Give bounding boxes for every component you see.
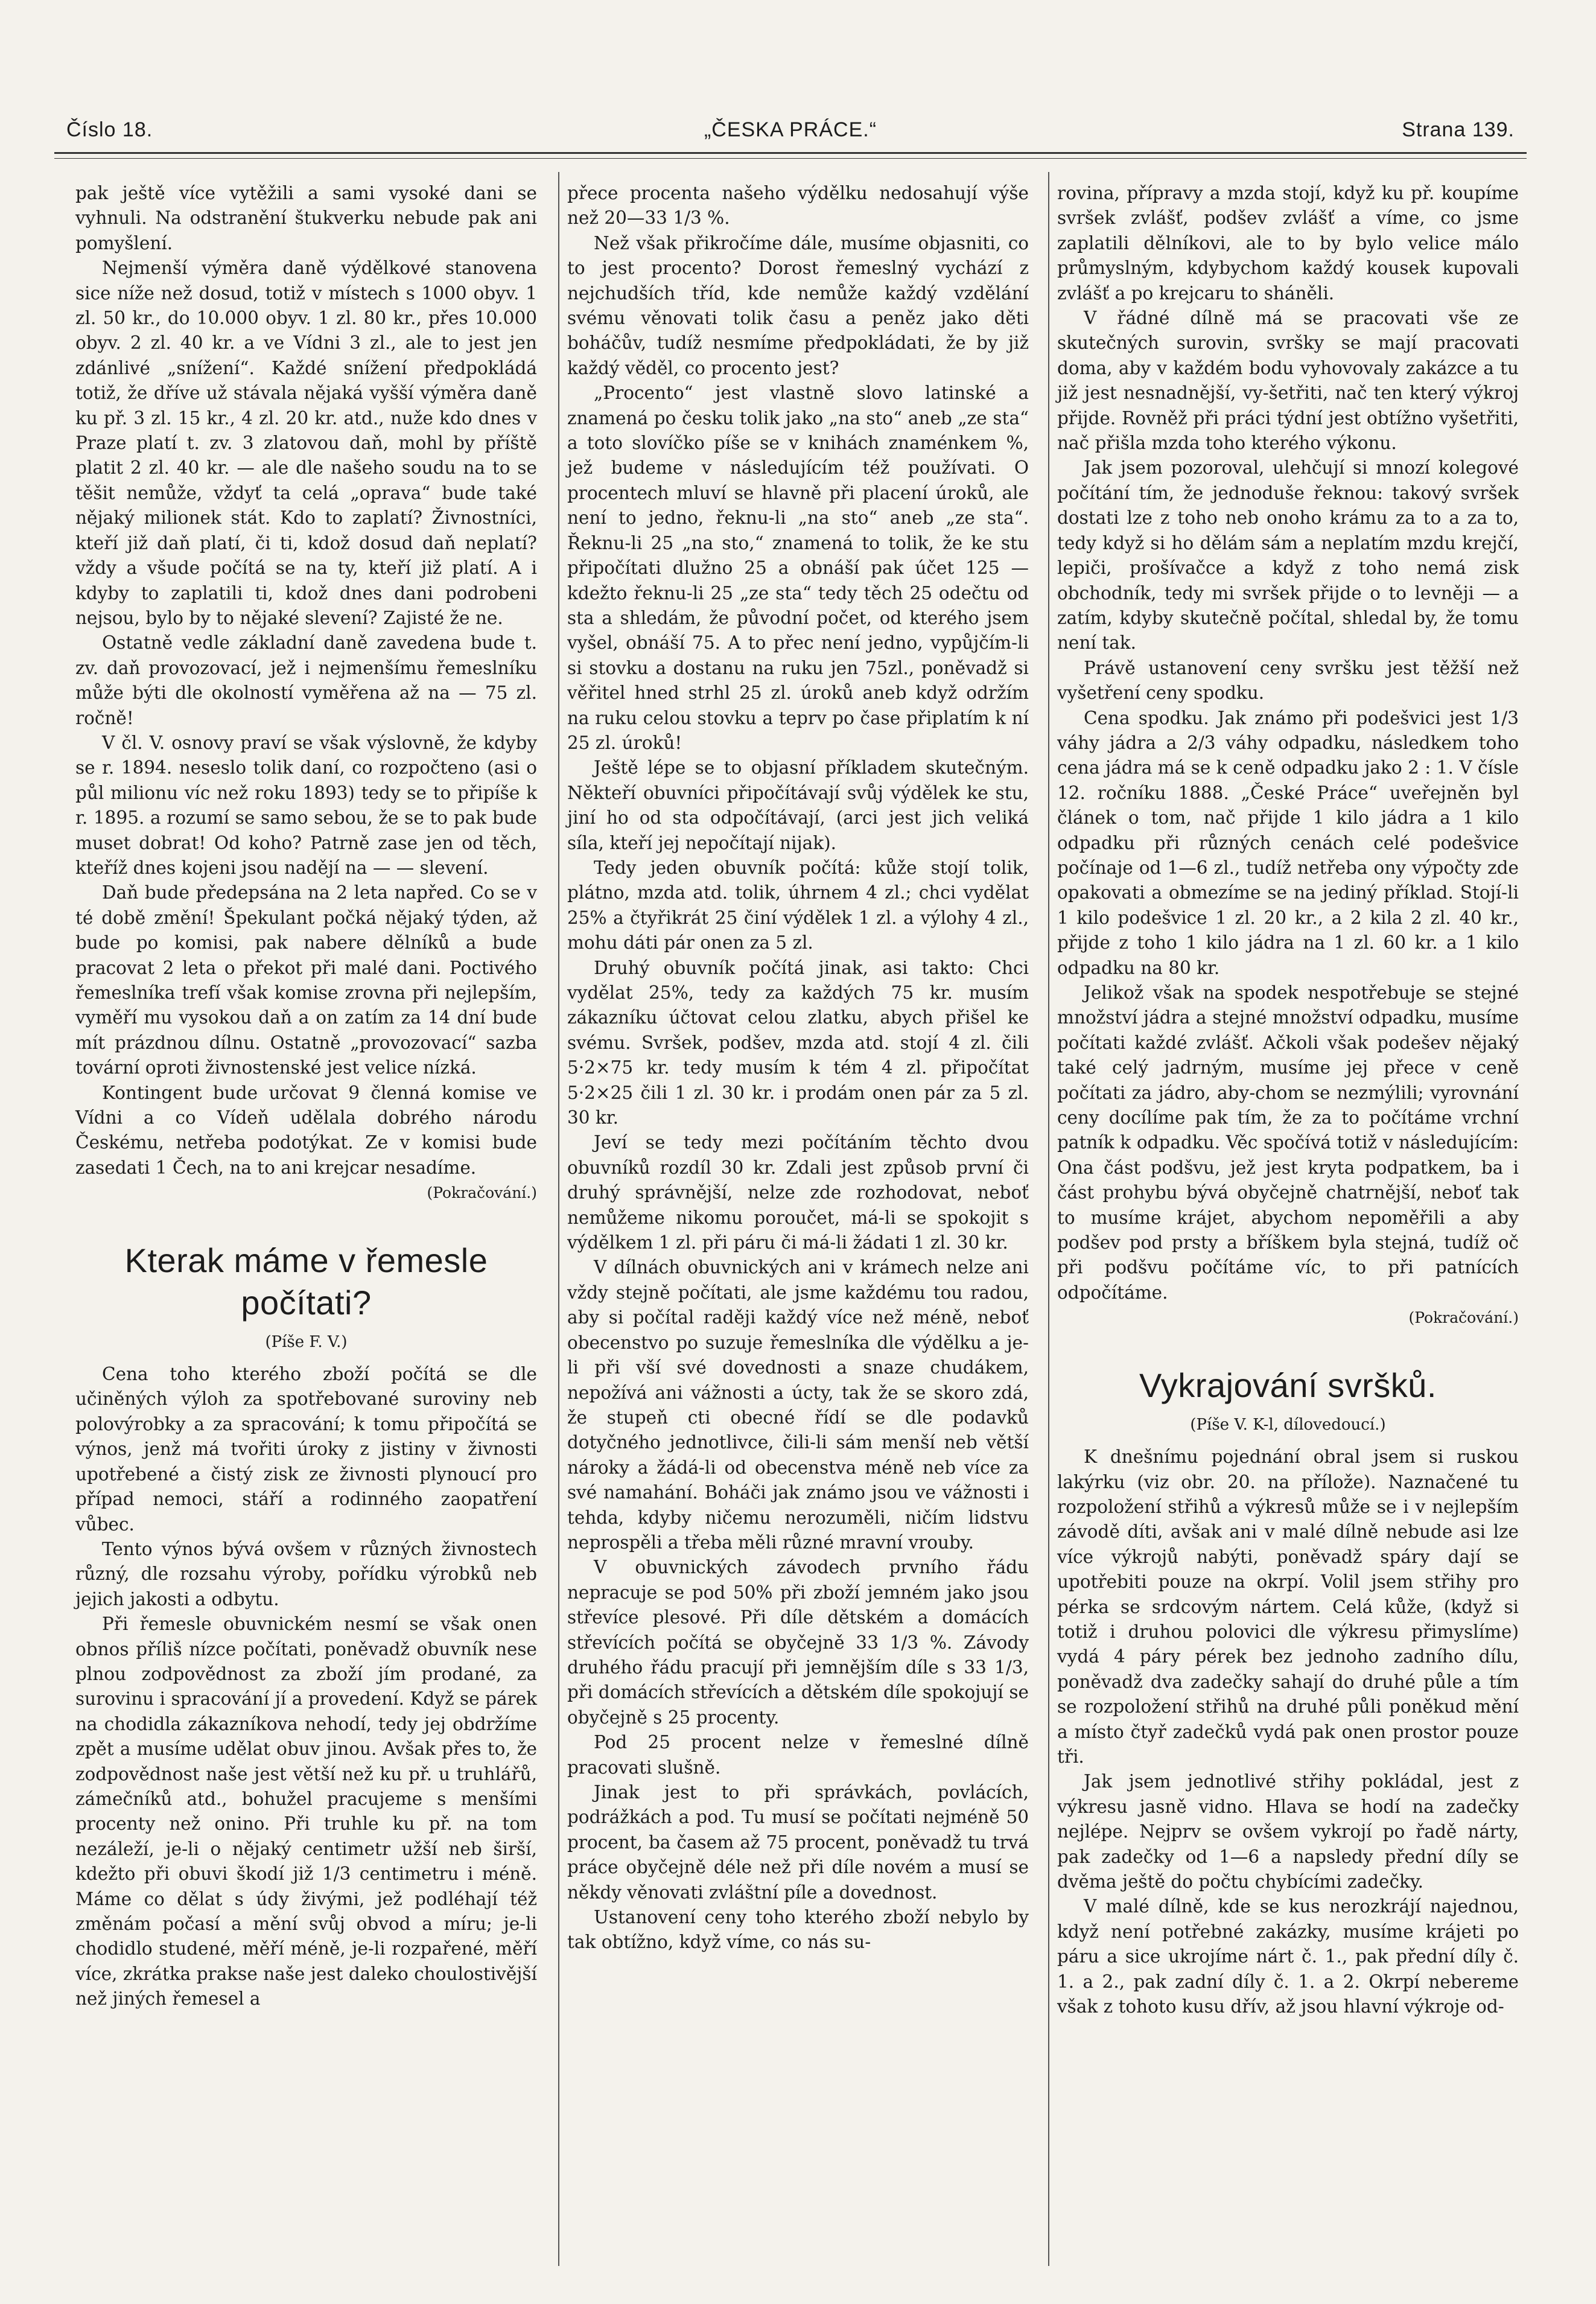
column-2	[567, 181, 1029, 1955]
paragraph: V obuvnických závodech prvního řádu nepracuje se pod 50% při zboží jemném jako jsou střevíce plesové. Při díle dětském a domácích střevících počítá se obyčejně 33 1/3 %. Závody druhého řádu pracují při jemnějším díle s 33 1/3, při domácích střevících a dětském díle spokojují se obyčejně s 25 procenty.	[567, 1557, 1029, 1728]
paragraph: Daň bude předepsána na 2 leta napřed. Co se v té době změní! Špekulant počká nějaký týden, až bude po komisi, pak nabere dělníků a bude pracovat 2 leta o překot při malé dani. Poctivého řemeslníka trefí však komise zrovna při nejlepším, vyměří mu vysokou daň a on zatím za 14 dní bude mít prázdnou dílnu. Ostatně „provozovací“ sazba tovární oproti živnostenské jest velice nízká.	[75, 882, 537, 1078]
paragraph: Při řemesle obuvnickém nesmí se však onen obnos příliš nízce počítati, poněvadž obuvník nese plnou zodpovědnost za zboží jím prodané, za surovinu i spracování jí a provedení. Když se párek na chodidla zákazníkova nehodí, tedy jej obdržíme zpět a musíme udělat obuv jinou. Avšak přes to, že zodpovědnost naše jest větší než ku př. u truhlářů, zámečníků atd., bohužel pracujeme s menšími procenty než onino. Při truhle ku př. na tom nezáleží, je-li o nějaký centimetr užší neb širší, kdežto při obuvi škodí již 1/3 centimetru i méně. Máme co dělat s údy živými, jež podléhají též změnám počasí a mění svůj obvod a míru; je-li chodidlo studené, měří méně, je-li rozpařené, měří více, zkrátka prakse naše jest daleko choulostivější než jiných řemesel a	[75, 1614, 537, 2010]
paragraph: Právě ustanovení ceny svršku jest těžší než vyšetření ceny spodku.	[1057, 657, 1519, 704]
paragraph: rovina, přípravy a mzda stojí, když ku př. koupíme svršek zvlášť, podšev zvlášť a víme, co jsme zaplatili dělníkovi, ale to by bylo velice málo průmyslným, kdybychom každý kousek kupovali zvlášť a po krejcaru to sháněli.	[1057, 183, 1519, 304]
article-title: Vykrajování svršků.	[1139, 1366, 1437, 1404]
paragraph: V dílnách obuvnických ani v krámech nelze ani vždy stejně počítati, ale jsme každému tou radou, aby si počítal raději každý více než méně, neboť obecenstvo po suzuje řemeslníka dle výdělku a je-li při vší své dovednosti a snaze chudákem, nepožívá ani vážnosti a úcty, tak že se skoro zdá, že stupeň cti obecné řídí se dle podavků dotyčného jednotlivce, čili-li sám menší neb větší nároky a žádá-li od obecenstva méně neb více za své namahání. Boháči jak známo jsou ve vážnosti i tehda, kdyby ničemu nerozuměli, ničím lidstvu neprospěli a třeba měli různé mravní vrouby.	[567, 1257, 1029, 1553]
paragraph: Jeví se tedy mezi počítáním těchto dvou obuvníků rozdíl 30 kr. Zdali jest způsob první či druhý správnější, nelze zde rozhodovat, neboť nemůžeme nikomu poroučet, má-li se spokojit s výdělkem 1 zl. při páru či má-li žádati 1 zl. 30 kr.	[567, 1132, 1029, 1253]
column-3	[1057, 181, 1519, 2019]
paragraph: Cena toho kterého zboží počítá se dle učiněných výloh za spotřebované suroviny neb polovýrobky a za spracování; k tomu připočítá se výnos, jenž má tvořiti úroky z jistiny v živnosti upotřebené a čistý zisk ze živnosti plynoucí pro případ nemoci, stáří a rodinného zaopatření vůbec.	[75, 1364, 537, 1535]
page-header	[66, 118, 1515, 148]
continuation-note: (Pokračování.)	[1408, 1309, 1519, 1327]
column-1	[75, 181, 537, 2012]
paragraph: Ostatně vedle základní daně zavedena bude t. zv. daň provozovací, jež i nejmenšímu řemeslníku může býti dle okolností vyměřena až na — 75 zl. ročně!	[75, 632, 537, 728]
paragraph: Druhý obuvník počítá jinak, asi takto: Chci vydělat 25%, tedy za každých 75 kr. musím zákazníku účtovat celou zlatku, abych přišel ke svému. Svršek, podšev, mzda atd. stojí 4 zl. čili 5·2×75 kr. tedy musím k tém 4 zl. připočítat 5·2×25 čili 1 zl. 30 kr. i prodám onen pár za 5 zl. 30 kr.	[567, 957, 1029, 1128]
paragraph: Pod 25 procent nelze v řemeslné dílně pracovati slušně.	[567, 1732, 1029, 1778]
article-byline: (Píše F. V.)	[265, 1332, 348, 1351]
paragraph: Tedy jeden obuvník počítá: kůže stojí tolik, plátno, mzda atd. tolik, úhrnem 4 zl.; chci vydělat 25% a čtyřikrát 25 činí výdělek 1 zl. a výlohy 4 zl., mohu dáti pár onen za 5 zl.	[567, 857, 1029, 953]
paragraph: přece procenta našeho výdělku nedosahují výše než 20—33 1/3 %.	[567, 183, 1029, 229]
paragraph: Jak jsem jednotlivé střihy pokládal, jest z výkresu jasně vidno. Hlava se hodí na zadečky nejlépe. Nejprv se ovšem vykrojí po řadě nárty, pak zadečky od 1—6 a napsledy přední díly se dvěma ještě do počtu chybícími zadečky.	[1057, 1771, 1519, 1892]
paragraph: V malé dílně, kde se kus nerozkrájí najednou, když není potřebné zakázky, musíme krájeti po páru a sice ukrojíme nárt č. 1., pak přední díly č. 1. a 2., pak zadní díly č. 1. a 2. Okrpí nebereme však z tohoto kusu dřív, až jsou hlavní výkroje od-	[1057, 1896, 1519, 2017]
page-number: Strana 139.	[1402, 118, 1515, 141]
column-divider	[558, 172, 559, 2266]
continuation-note: (Pokračování.)	[427, 1184, 537, 1202]
masthead-title: „ČESKA PRÁCE.“	[704, 118, 877, 141]
paragraph: V čl. V. osnovy praví se však výslovně, že kdyby se r. 1894. neseslo tolik daní, co rozpočteno (asi o půl milionu víc než roku 1893) tedy se to připíše k r. 1895. a rozumí se samo sebou, že se to pak bude muset dobrat! Od koho? Patrně zase jen od těch, kteříž dnes kojeni jsou nadějí na — — slevení.	[75, 732, 537, 878]
paragraph: Nejmenší výměra daně výdělkové stanovena sice níže než dosud, totiž v místech s 1000 obyv. 1 zl. 50 kr., do 10.000 obyv. 1 zl. 80 kr., přes 10.000 obyv. 2 zl. 40 kr. a ve Vídni 3 zl., ale to jest jen zdánlivé „snížení“. Každé snížení předpokládá totiž, že dříve už stávala nějaká vyšší výměra daně ku př. 3 zl. 15 kr., 4 zl. 20 kr. atd., nuže kdo dnes v Praze platí t. zv. 3 zlatovou daň, mohl by příště platit 2 zl. 40 kr. — ale dle našeho soudu na to se těšit nemůže, vždyť ta celá „oprava“ bude také nějaký milionek stát. Kdo to zaplatí? Živnostníci, kteří již daň platí, či ti, kdož dosud daň neplatí? vždy a všude počítá se na ty, kteří již platí. A i kdyby to zaplatili ti, kdož dnes dani podrobeni nejsou, bylo by to nějaké slevení? Zajisté že ne.	[75, 258, 537, 628]
article-title: Kterak máme v řemesle počítati?	[124, 1241, 488, 1322]
paragraph: „Procento“ jest vlastně slovo latinské a znamená po česku tolik jako „na sto“ aneb „ze sta“ a toto slovíčko píše se v knihách znaménkem %, jež budeme v následujícím též používati. O procentech mluví se hlavně při placení úroků, ale není to jedno, řeknu-li „na sto“ aneb „ze sta“. Řeknu-li 25 „na sto,“ znamená to tolik, že ke stu připočítati dlužno 25 a obnáší pak účet 125 — kdežto řeknu-li 25 „ze sta“ tedy těch 25 odečtu od sta a shledám, že původní počet, od kterého jsem vyšel, obnáší 75. A to přec není jedno, vypůjčím-li si stovku a dostanu na ruku jen 75zl., poněvadž si věřitel hned strhl 25 zl. úroků aneb když održím na ruku celou stovku a teprv po čase připlatím k ní 25 zl. úroků!	[567, 383, 1029, 753]
article-byline: (Píše V. K-l, dílovedoucí.)	[1190, 1415, 1386, 1434]
paragraph: Než však přikročíme dále, musíme objasniti, co to jest procento? Dorost řemeslný vychází z nejchudších tříd, kde nemůže každý vzdělání svému věnovati tolik času a peněz jako děti boháčův, tudíž nesmíme předpokládati, že by již každý věděl, co procento jest?	[567, 232, 1029, 378]
paragraph: Cena spodku. Jak známo při podešvici jest 1/3 váhy jádra a 2/3 váhy odpadku, následkem toho cena jádra má se k ceně odpadku jako 2 : 1. V čísle 12. ročníku 1888. „České Práce“ uveřejněn byl článek o tom, nač přijde 1 kilo jádra a 1 kilo odpadku při různých cenách celé podešvice počínaje od 1—6 zl., tudíž netřeba ony výpočty zde opakovati a obmezíme se na jediný příklad. Stojí-li 1 kilo podešvice 1 zl. 20 kr., a 2 kila 2 zl. 40 kr., přijde z toho 1 kilo jádra na 1 zl. 60 kr. a 1 kilo odpadku na 80 kr.	[1057, 707, 1519, 978]
paragraph: Ještě lépe se to objasní příkladem skutečným. Někteří obuvníci připočítávají svůj výdělek ke stu, jiní ho od sta odpočítávají, (arci jest jich veliká síla, kteří jej nepočítají nijak).	[567, 757, 1029, 853]
paragraph: pak ještě více vytěžili a sami vysoké dani se vyhnuli. Na odstranění štukverku nebude pak ani pomyšlení.	[75, 183, 537, 253]
header-rule-thin	[54, 158, 1527, 159]
paragraph: K dnešnímu pojednání obral jsem si ruskou lakýrku (viz obr. 20. na přílože). Naznačené tu rozpoložení střihů a výkresů může se i v nejlepším závodě díti, avšak ani v malé dílně nebude asi lze více výkrojů nabýti, poněvadž spáry dají se upotřebiti pouze na okrpí. Volil jsem střihy pro pérka se srdcovým nártem. Celá kůže, (když si totiž i druhou polovici dle výkresu přimyslíme) vydá 4 páry pérek bez jednoho zadního dílu, poněvadž dva zadečky sahají do druhé půle a tím se rozpoložení střihů na druhé půli poněkud mění a místo čtyř zadečků vydá pak onen prostor pouze tři.	[1057, 1446, 1519, 1767]
paragraph: Tento výnos bývá ovšem v různých živnostech různý, dle rozsahu výroby, pořídku výrobků neb jejich jakosti a odbytu.	[75, 1538, 537, 1609]
issue-number: Číslo 18.	[66, 118, 153, 141]
paragraph: V řádné dílně má se pracovati vše ze skutečných surovin, svršky se mají pracovati doma, aby v každém bodu vyhovovaly zakázce a tu již jest nesnadnější, vy-šetřiti, nač ten který výkroj přijde. Rovněž při práci týdní jest obtížno vyšetřiti, nač přišla mzda toho kterého výkonu.	[1057, 308, 1519, 454]
column-divider	[1048, 172, 1049, 2266]
header-rule	[54, 152, 1527, 154]
paragraph: Jak jsem pozoroval, ulehčují si mnozí kolegové počítání tím, že jednoduše řeknou: takový svršek dostati lze z toho neb onoho krámu za to a za to, tedy když si ho dělám sám a neplatím mzdu krejčí, lepiči, prošívačce a když z toho nemá zisk obchodník, tedy mi svršek přijde o to levněji — a zatím, kdyby skutečně počítal, shledal by, že tomu není tak.	[1057, 457, 1519, 654]
paragraph: Ustanovení ceny toho kterého zboží nebylo by tak obtížno, když víme, co nás su-	[567, 1907, 1029, 1953]
paragraph: Jelikož však na spodek nespotřebuje se stejné množství jádra a stejné množství odpadku, musíme počítati každé zvlášť. Ačkoli však podešev nějaký také celý jadrným, musíme jej přece v ceně počítati za jádro, aby-chom se nezmýlili; vyrovnání ceny docílíme pak tím, že za to počítáme vrchní patník k odpadku. Věc spočívá totiž v následujícím: Ona část podšvu, jež jest kryta podpatkem, ba i část prohybu bývá obyčejně chatrnější, neboť tak to musíme krájet, abychom nepoměřili a aby podšev pod prsty a bříškem byla stejná, tudíž oč při podšvu počítáme víc, to při patnících odpočítáme.	[1057, 982, 1519, 1303]
paragraph: Kontingent bude určovat 9 členná komise ve Vídni a co Vídeň udělala dobrého národu Českému, netřeba podotýkat. Ze v komisi bude zasedati 1 Čech, na to ani krejcar nesadíme.	[75, 1082, 537, 1178]
paragraph: Jinak jest to při správkách, povlácích, podrážkách a pod. Tu musí se počítati nejméně 50 procent, ba časem až 75 procent, poněvadž tu trvá práce obyčejně déle než při díle novém a musí se někdy věnovati zvláštní píle a dovednost.	[567, 1782, 1029, 1903]
